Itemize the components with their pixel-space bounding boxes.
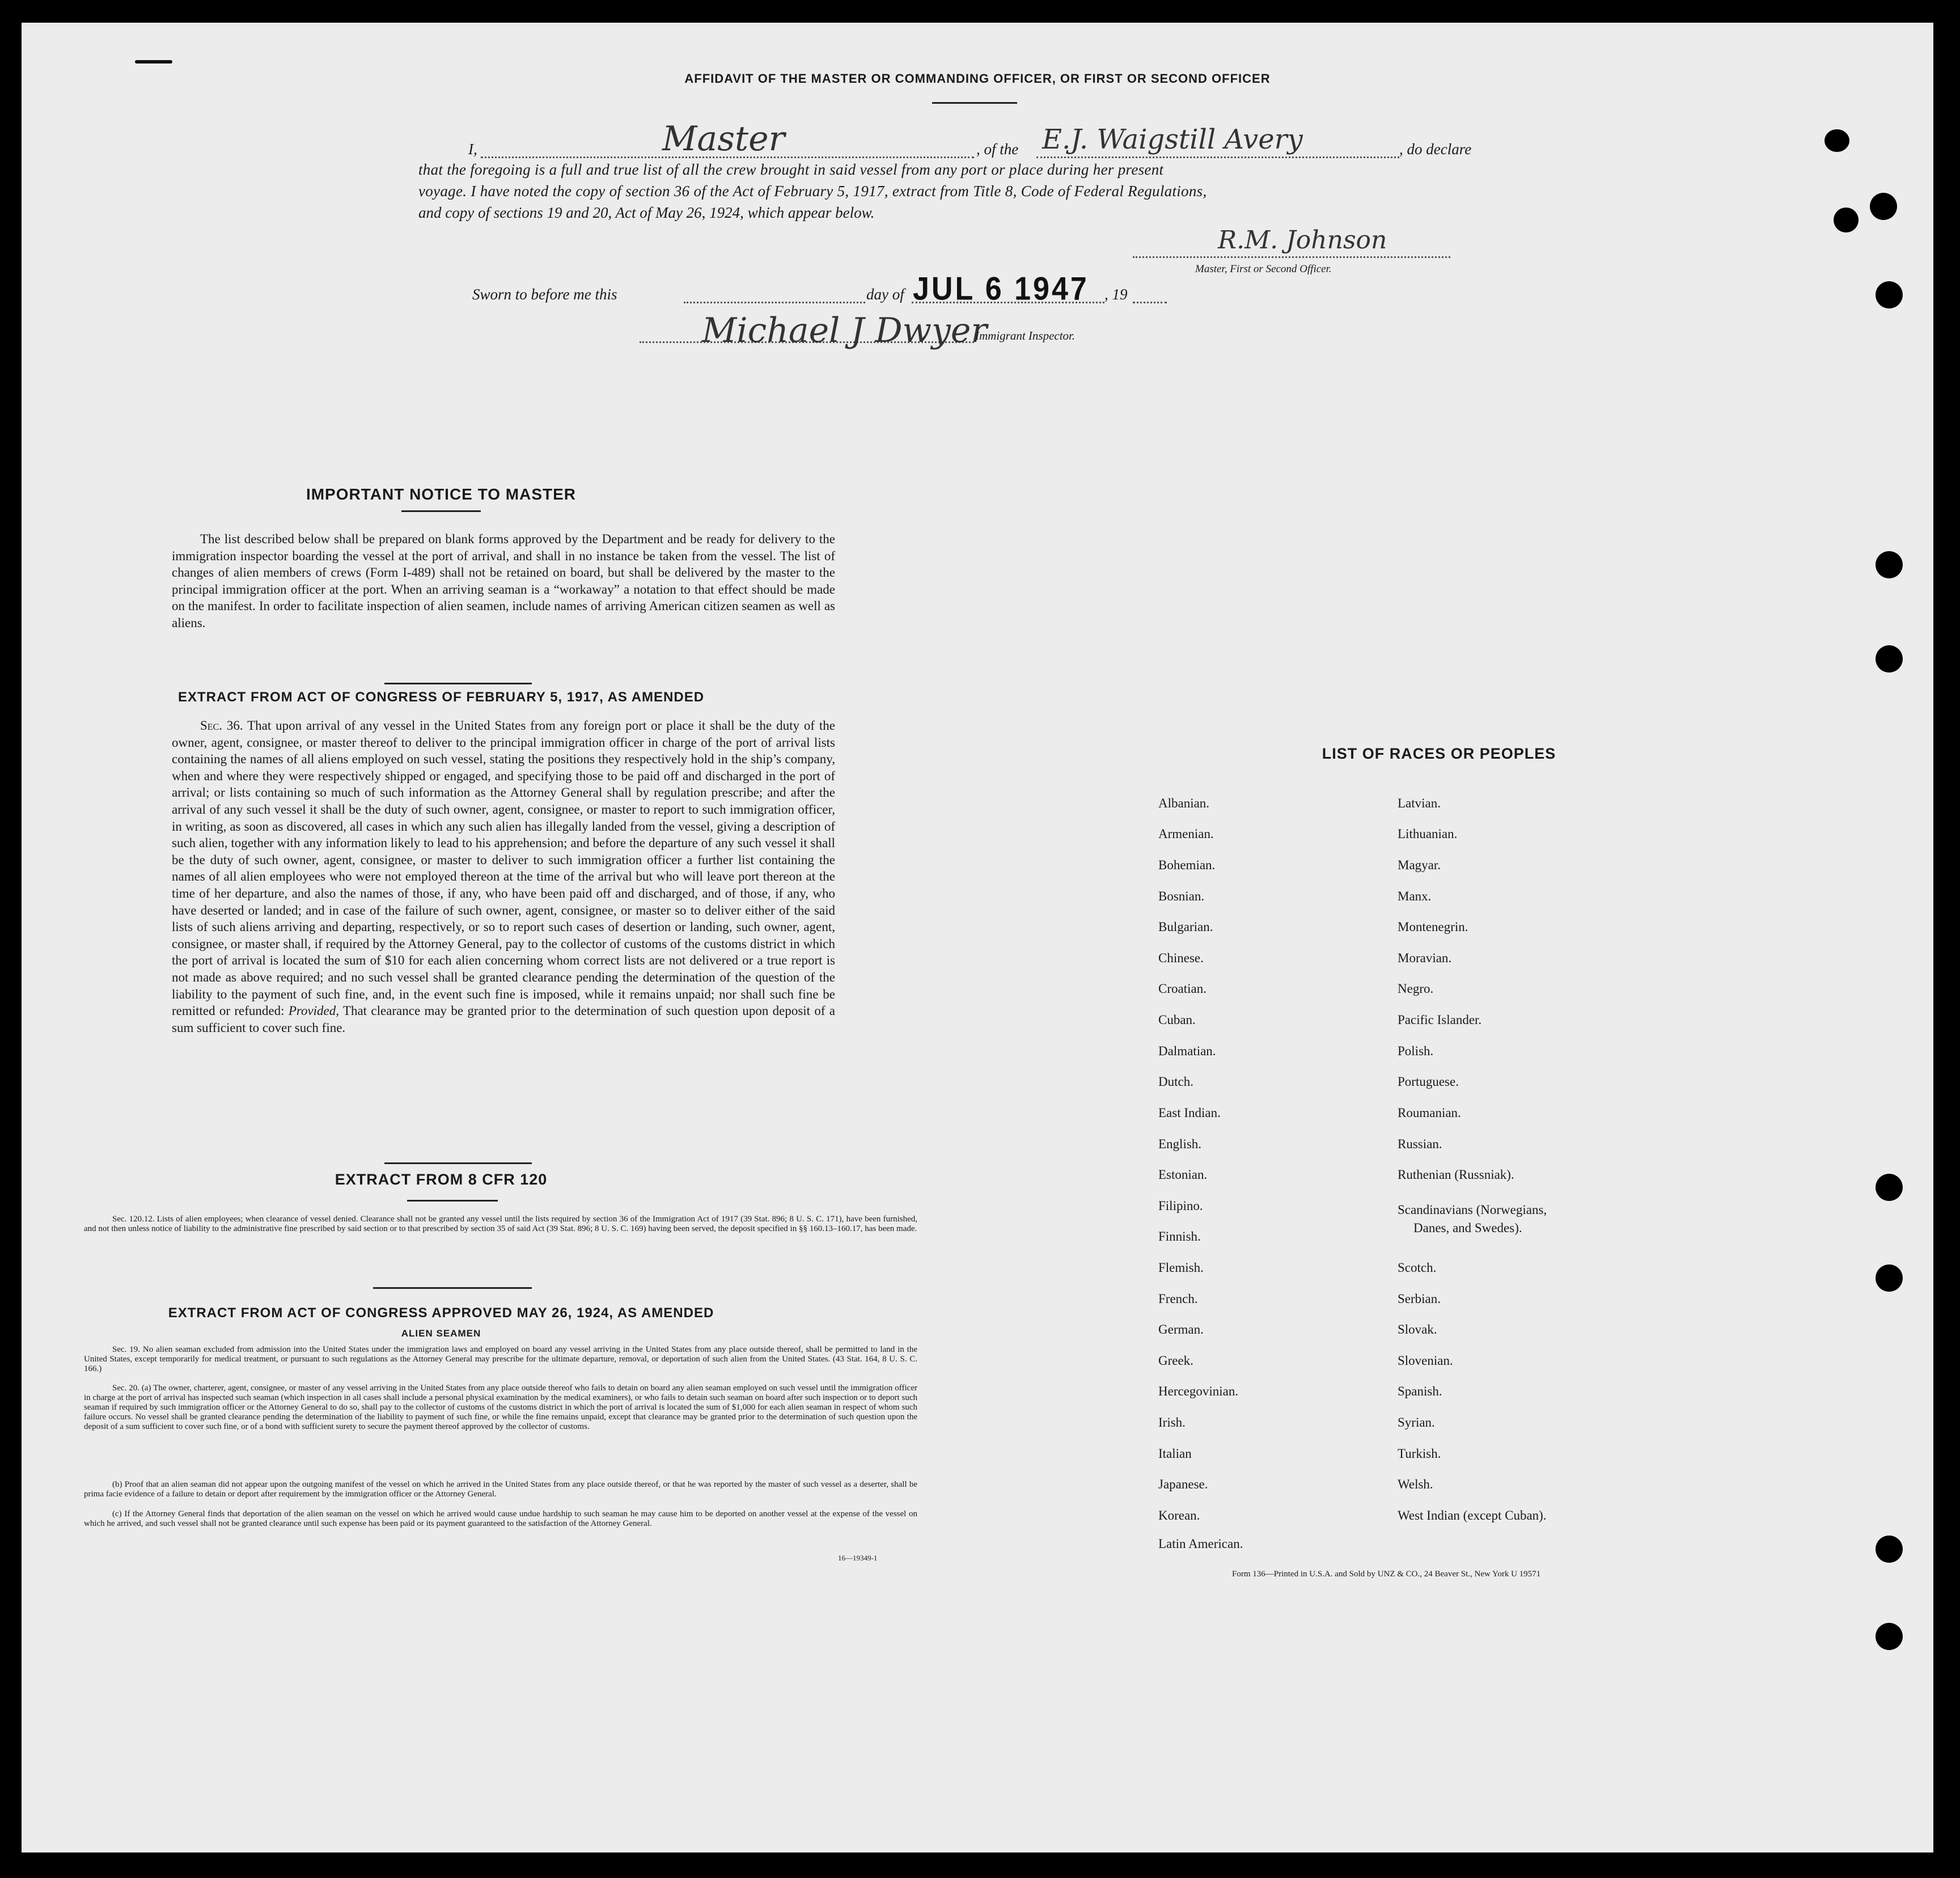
race-french: French. (1158, 1292, 1198, 1306)
cfr-body: Sec. 120.12. Lists of alien employees; when clearance of vessel denied. Clearance shall not be granted any vessel until the lists required by section 36 of the Immigration Act of 1917 (39 Stat. 896; 8 U. S. C. 171), have been furnished, and not then unless notice of liability to the administrative fine prescribed by said section or to that prescribed by section 35 of said Act (39 Stat. 896; 8 U. S. C. 169) having been served, the deposit specified in §§ 160.13–160.17, has been made. (84, 1215, 917, 1233)
sworn-day-dotted-line (684, 302, 865, 303)
race-latvian: Latvian. (1398, 796, 1441, 810)
race-east-indian: East Indian. (1158, 1106, 1221, 1120)
corner-mark-top-left (135, 60, 172, 64)
printer-footer: Form 136—Printed in U.S.A. and Sold by UNZ & CO., 24 Beaver St., New York U 19571 (1232, 1570, 1541, 1579)
race-italian: Italian (1158, 1446, 1192, 1461)
race-croatian: Croatian. (1158, 982, 1207, 996)
race-dalmatian: Dalmatian. (1158, 1044, 1216, 1058)
race-negro: Negro. (1398, 982, 1434, 996)
races-title: LIST OF RACES OR PEOPLES (1322, 745, 1556, 762)
punch-hole (1870, 193, 1897, 220)
race-german: German. (1158, 1322, 1204, 1336)
extract-1917-title: EXTRACT FROM ACT OF CONGRESS OF FEBRUARY 5, 1917, AS AMENDED (177, 690, 705, 705)
declare-text: , do declare (1399, 141, 1472, 158)
race-serbian: Serbian. (1398, 1292, 1441, 1306)
punch-hole (1876, 1264, 1903, 1292)
race-manx: Manx. (1398, 889, 1432, 903)
race-japanese: Japanese. (1158, 1477, 1208, 1491)
affidavit-title: AFFIDAVIT OF THE MASTER OR COMMANDING OFFICER, OR FIRST OR SECOND OFFICER (684, 71, 1271, 86)
race-albanian: Albanian. (1158, 796, 1210, 810)
race-flemish: Flemish. (1158, 1261, 1204, 1275)
master-caption: Master, First or Second Officer. (1195, 263, 1332, 275)
race-montenegrin: Montenegrin. (1398, 920, 1468, 934)
race-scandinavians-cont: Danes, and Swedes). (1413, 1221, 1522, 1235)
race-bosnian: Bosnian. (1158, 889, 1205, 903)
race-dutch: Dutch. (1158, 1075, 1193, 1089)
notice-body: The list described below shall be prepared on blank forms approved by the Department and be ready for delivery to the immigration inspector boarding the vessel at the port of arrival, and shall in no instance be taken from the vessel. The list of changes of alien members of crews (Form I-489) shall not be retained on board, but shall be delivered by the master to the principal immigration officer at the port. When an arriving seaman is a “workaway” a notation to that effect should be made on the manifest. In order to facilitate inspection of alien seamen, include names of arriving American citizen seamen as well as aliens. (172, 532, 835, 630)
race-finnish: Finnish. (1158, 1229, 1201, 1243)
race-welsh: Welsh. (1398, 1477, 1433, 1491)
punch-hole (1834, 208, 1859, 232)
race-hercegovinian: Hercegovinian. (1158, 1384, 1239, 1398)
race-turkish: Turkish. (1398, 1446, 1441, 1461)
sworn-day-of: day of (866, 286, 904, 303)
of-the-text: , of the (976, 141, 1019, 158)
sec-20c-text: (c) If the Attorney General finds that deportation of the alien seaman on the vessel on which he arrived would cause undue hardship to such seaman he may cause him to be deported on another vessel at the expense of the vessel on which he arrived, and such vessel shall not be granted clearance until such expense has been paid or its payment guaranteed to the satisfaction of the Attorney General. (84, 1509, 917, 1528)
race-roumanian: Roumanian. (1398, 1106, 1461, 1120)
race-bohemian: Bohemian. (1158, 858, 1216, 872)
sec-36-text: That upon arrival of any vessel in the United States from any foreign port or place it shall be the duty of the owner, agent, consignee, or master thereof to deliver to the principal immigration officer in charge of the port of arrival lists containing the names of all aliens employed on such vessel, stating the positions they respectively hold in the ship’s company, when and where they were respectively shipped or engaged, and specifying those to be paid off and discharged in the port of arrival; or lists containing so much of such information as the Attorney General shall by regulation prescribe; and after the arrival of any such vessel it shall be the duty of such owner, agent, consignee, or master to report to such immigration officer, in writing, as soon as discovered, all cases in which any such alien has illegally landed from the vessel, giving a description of such alien, together with any information likely to lead to his apprehension; and before the departure of any such vessel it shall be the duty of such owner, agent, consignee, or master to deliver to such immigration officer a further list containing the names of all alien employees who were not employed thereon at the time of the arrival but who will leave port thereon at the time of her departure, and also the names of those, if any, who have been paid off and discharged, and of those, if any, who have deserted or landed; and in case of the failure of such owner, agent, consignee, or master so to deliver either of the said lists of such aliens arriving and departing, respectively, or so to report such cases of desertion or landing, such owner, agent, consignee, or master shall, if required by the Attorney General, pay to the collector of customs of the customs district in which the port of arrival is located the sum of $10 for each alien concerning whom correct lists are not delivered or a true report is not made as above required; and no such vessel shall be granted clearance pending the determination of the question of the liability to the payment of such fine, and, in the event such fine is imposed, while it remains unpaid; nor shall such fine be remitted or refunded: (172, 718, 835, 1018)
race-moravian: Moravian. (1398, 951, 1452, 965)
sec-36-proviso: That clearance may be granted prior to the determination of such question upon deposit of a sum sufficient to cover such fine. (172, 1004, 836, 1035)
sec-19-text: Sec. 19. No alien seaman excluded from admission into the United States under the immigration laws and employed on board any vessel arriving in the United States from any place outside thereof, shall be permitted to land in the United States, except temporarily for medical treatment, or pursuant to such regulations as the Attorney General may prescribe for the ultimate departure, removal, or deportation of such alien from the United States. (43 Stat. 164, 8 U. S. C. 166.) (84, 1345, 917, 1373)
form-code: 16—19349-1 (838, 1554, 878, 1562)
punch-hole (1876, 1623, 1903, 1650)
punch-hole (1876, 1174, 1903, 1201)
notice-title: IMPORTANT NOTICE TO MASTER (306, 485, 577, 503)
race-ruthenian: Ruthenian (Russniak). (1398, 1168, 1514, 1182)
alien-seamen-subtitle: ALIEN SEAMEN (401, 1328, 481, 1339)
extract-1924-title: EXTRACT FROM ACT OF CONGRESS APPROVED MAY 26, 1924, AS AMENDED (168, 1305, 714, 1321)
race-portuguese: Portuguese. (1398, 1075, 1459, 1089)
inspector-signature: Michael J Dwyer (702, 311, 988, 350)
sec-36-label: Sec. 36. (200, 718, 243, 733)
extract-1917-body (172, 717, 835, 1036)
sec-20b-text: (b) Proof that an alien seaman did not appear upon the outgoing manifest of the vessel on which he arrived in the United States from any place outside thereof, or that he was reported by the master of such vessel as a deserter, shall be prima facie evidence of a failure to detain or deport after requirement by the immigration officer or the Attorney General. (84, 1480, 917, 1499)
race-chinese: Chinese. (1158, 951, 1204, 965)
race-syrian: Syrian. (1398, 1415, 1435, 1429)
race-pacific-islander: Pacific Islander. (1398, 1013, 1482, 1027)
inspector-caption: Immigrant Inspector. (975, 329, 1076, 342)
race-english: English. (1158, 1137, 1202, 1151)
cfr-title-rule (407, 1200, 498, 1202)
punch-hole (1876, 1536, 1903, 1563)
sworn-prefix: Sworn to before me this (472, 286, 617, 303)
race-slovenian: Slovenian. (1398, 1353, 1453, 1368)
race-slovak: Slovak. (1398, 1322, 1437, 1336)
provided-word: Provided, (288, 1004, 340, 1018)
cfr-title: EXTRACT FROM 8 CFR 120 (335, 1171, 548, 1188)
sec-20a-text: Sec. 20. (a) The owner, charterer, agent, consignee, or master of any vessel arriving in the United States from any place outside thereof who fails to detain on board any alien seaman employed on such vessel until the immigration officer in charge at the port of arrival has inspected such seaman (which inspection in all cases shall include a personal physical examination by the medical examiners), or who fails to detain such seaman on board after such inspection or to deport such seaman if required by such immigration officer or the Attorney General to do so, shall pay to the collector of customs of the customs district in which the port of arrival is located the sum of $1,000 for each alien seaman in respect of whom such failure occurs. No vessel shall be granted clearance pending the determination of the liability to payment of such fine, or while the fine remains unpaid, except that clearance may be granted prior to the determination of such question upon the deposit of a sum sufficient to cover such fine, or of a bond with sufficient surety to secure the payment thereof approved by the collector of customs. (84, 1384, 917, 1431)
punch-hole (1824, 129, 1849, 152)
cfr-top-rule (384, 1162, 532, 1164)
race-scotch: Scotch. (1398, 1261, 1437, 1275)
declarant-prefix: I, (468, 141, 477, 158)
race-bulgarian: Bulgarian. (1158, 920, 1213, 934)
sworn-year-prefix: , 19 (1104, 286, 1128, 303)
race-armenian: Armenian. (1158, 827, 1214, 841)
master-signature-line (1133, 256, 1450, 258)
date-stamp: JUL 6 1947 (913, 271, 1089, 307)
affidavit-line-4: and copy of sections 19 and 20, Act of May 26, 1924, which appear below. (418, 204, 875, 221)
race-lithuanian: Lithuanian. (1398, 827, 1458, 841)
race-filipino: Filipino. (1158, 1199, 1203, 1213)
notice-title-rule (401, 510, 481, 512)
race-russian: Russian. (1398, 1137, 1442, 1151)
vessel-dotted-line (1036, 156, 1399, 158)
affidavit-title-rule (932, 102, 1017, 104)
affidavit-line-2: that the foregoing is a full and true list of all the crew brought in said vessel from any port or place during her present (418, 161, 1164, 178)
race-spanish: Spanish. (1398, 1384, 1442, 1398)
extract-1917-top-rule (384, 683, 532, 684)
race-magyar: Magyar. (1398, 858, 1441, 872)
race-latin-american: Latin American. (1158, 1537, 1243, 1551)
race-polish: Polish. (1398, 1044, 1434, 1058)
affidavit-line-3: voyage. I have noted the copy of section 36 of the Act of February 5, 1917, extract from Title 8, Code of Federal Regulations, (418, 183, 1207, 200)
punch-hole (1876, 645, 1903, 672)
race-west-indian: West Indian (except Cuban). (1398, 1508, 1547, 1522)
punch-hole (1876, 551, 1903, 578)
punch-hole (1876, 281, 1903, 308)
vessel-name-handwritten: E.J. Waigstill Avery (1042, 124, 1303, 155)
master-signature: R.M. Johnson (1218, 226, 1387, 255)
race-korean: Korean. (1158, 1508, 1200, 1522)
extract-1924-top-rule (373, 1287, 532, 1289)
officer-handwritten: Master (662, 119, 785, 159)
race-scandinavians: Scandinavians (Norwegians, (1398, 1203, 1547, 1217)
race-estonian: Estonian. (1158, 1168, 1208, 1182)
race-greek: Greek. (1158, 1353, 1193, 1368)
race-cuban: Cuban. (1158, 1013, 1196, 1027)
race-irish: Irish. (1158, 1415, 1186, 1429)
sworn-year-dotted-line (1133, 302, 1167, 303)
document-page (22, 23, 1933, 1852)
